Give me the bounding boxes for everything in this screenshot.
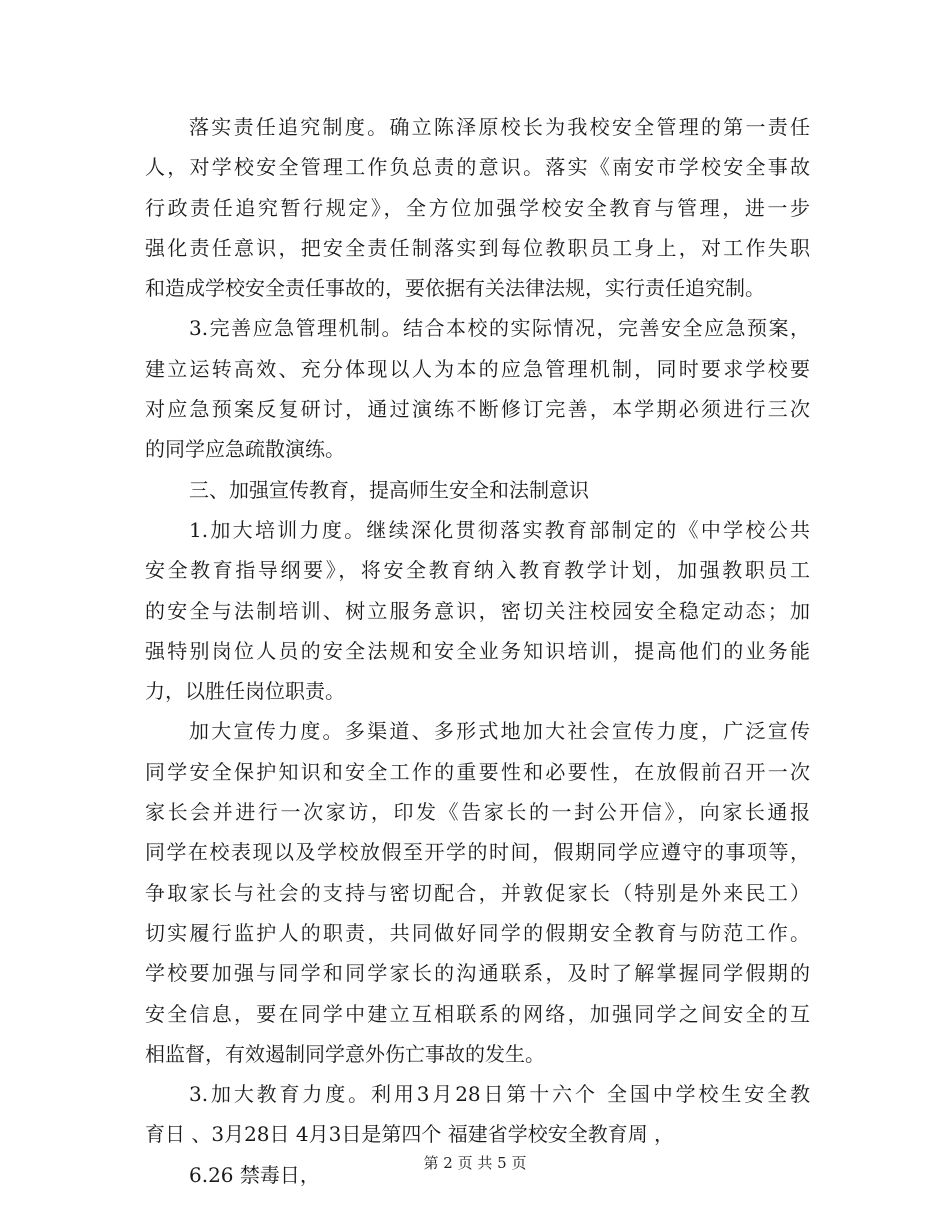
text-line: 和造成学校安全责任事故的，要依据有关法律法规，实行责任追究制。: [145, 276, 765, 301]
text-line: 安全信息，要在同学中建立互相联系的网络，加强同学之间安全的互: [145, 1001, 810, 1026]
text-line: 育日 、3月28日 4月3日是第四个 福建省学校安全教育周 ，: [145, 1122, 675, 1147]
text-line: 6.26 禁毒日，: [189, 1162, 320, 1187]
text-line: 建立运转高效、充分体现以人为本的应急管理机制，同时要求学校要: [145, 356, 810, 381]
paragraph: [145, 510, 810, 711]
paragraph: [145, 308, 810, 469]
text-line: 相监督，有效遏制同学意外伤亡事故的发生。: [145, 1041, 545, 1066]
text-line: 安全教育指导纲要》，将安全教育纳入教育教学计划，加强教职员工: [145, 558, 810, 583]
text-line: 同学在校表现以及学校放假至开学的时间，假期同学应遵守的事项等，: [145, 840, 810, 865]
page-footer: 第 2 页 共 5 页: [423, 1154, 527, 1172]
text-line: 三、加强宣传教育，提高师生安全和法制意识: [189, 477, 589, 502]
text-line: 力，以胜任岗位职责。: [145, 679, 345, 704]
text-line: 人，对学校安全管理工作负总责的意识。落实《南安市学校安全事故: [145, 155, 810, 180]
text-line: 的同学应急疏散演练。: [145, 437, 345, 462]
text-line: 行政责任追究暂行规定》，全方位加强学校安全教育与管理，进一步: [145, 195, 810, 220]
text-line: 对应急预案反复研讨，通过演练不断修订完善，本学期必须进行三次: [145, 397, 810, 422]
text-line: 的安全与法制培训、树立服务意识，密切关注校园安全稳定动态；加: [145, 598, 810, 623]
text-line: 强特别岗位人员的安全法规和安全业务知识培训，提高他们的业务能: [145, 638, 810, 663]
text-line: 学校要加强与同学和同学家长的沟通联系，及时了解掌握同学假期的: [145, 961, 810, 986]
text-line: 切实履行监护人的职责，共同做好同学的假期安全教育与防范工作。: [145, 920, 810, 945]
paragraph: [145, 470, 810, 510]
paragraph: [145, 107, 810, 308]
text-line: 争取家长与社会的支持与密切配合，并敦促家长（特别是外来民工）: [145, 880, 810, 905]
paragraph: [145, 711, 810, 1074]
text-line: 1.加大培训力度。继续深化贯彻落实教育部制定的《中学校公共: [189, 517, 810, 542]
text-line: 加大宣传力度。多渠道、多形式地加大社会宣传力度，广泛宣传: [189, 719, 810, 744]
text-line: 强化责任意识，把安全责任制落实到每位教职员工身上，对工作失职: [145, 235, 810, 260]
text-line: 落实责任追究制度。确立陈泽原校长为我校安全管理的第一责任: [189, 115, 810, 139]
document-body: [145, 107, 810, 1195]
paragraph: [145, 1074, 810, 1155]
text-line: 家长会并进行一次家访，印发《告家长的一封公开信》，向家长通报: [145, 800, 810, 825]
text-line: 同学安全保护知识和安全工作的重要性和必要性，在放假前召开一次: [145, 759, 810, 784]
text-line: 3.完善应急管理机制。结合本校的实际情况，完善安全应急预案，: [189, 316, 810, 341]
text-line: 3.加大教育力度。利用3月28日第十六个 全国中学校生安全教: [189, 1082, 810, 1107]
